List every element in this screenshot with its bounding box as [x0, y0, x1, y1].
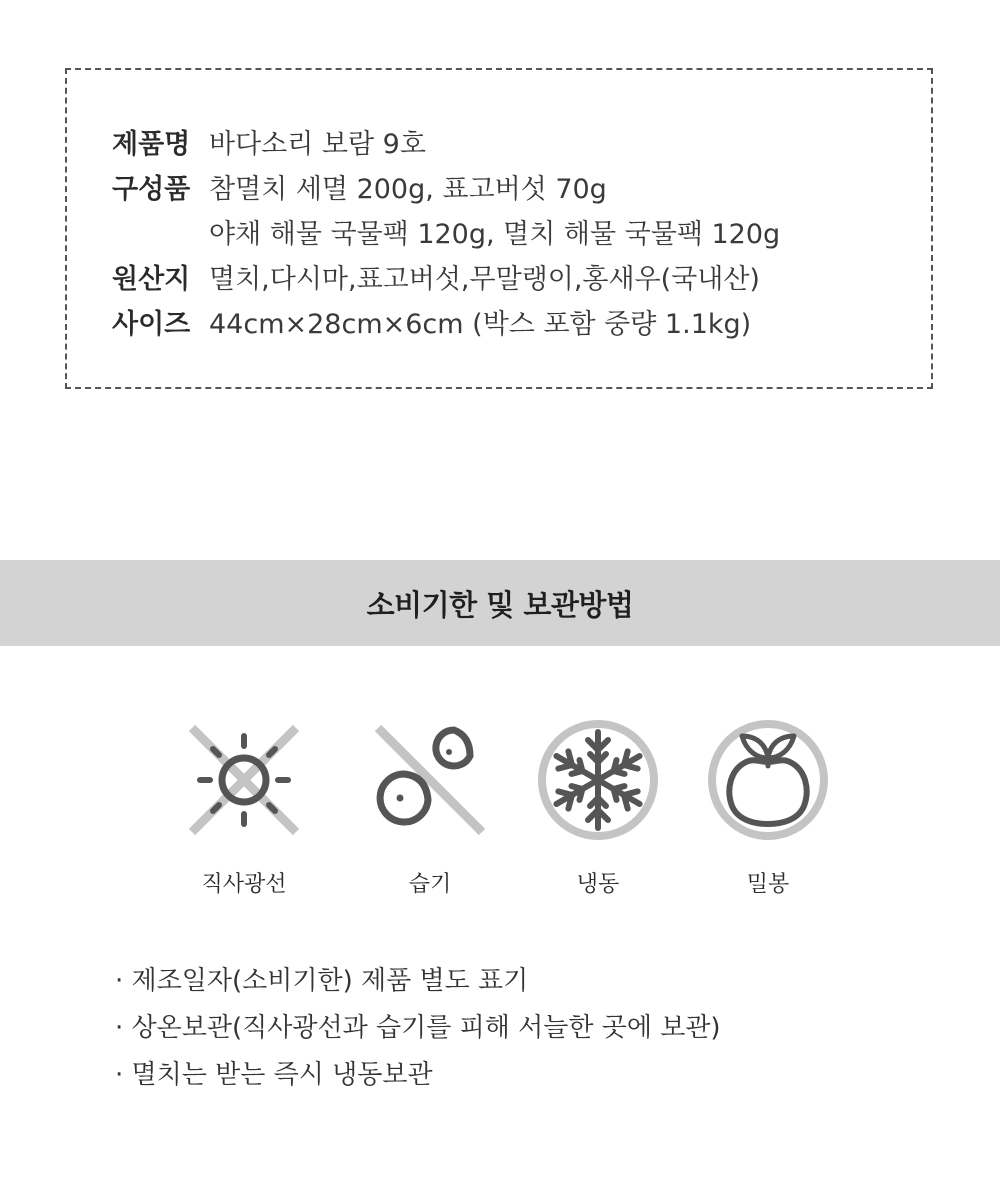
- info-value: 참멸치 세멸 200g, 표고버섯 70g: [209, 174, 607, 205]
- storage-banner: [0, 560, 1000, 646]
- icon-label-frozen: 냉동: [576, 872, 620, 897]
- info-value: 바다소리 보람 9호: [209, 129, 426, 160]
- info-row-origin: [112, 257, 780, 302]
- sun-crossed-icon: [182, 718, 306, 842]
- icon-label-sunlight: 직사광선: [201, 872, 287, 897]
- info-row-size: [112, 302, 780, 347]
- info-row-product-name: [112, 122, 780, 167]
- note-item: · 멸치는 받는 즉시 냉동보관: [115, 1060, 433, 1090]
- storage-title: 소비기한 및 보관방법: [366, 587, 634, 622]
- info-row-components: [112, 167, 780, 212]
- snowflake-icon: [536, 718, 660, 842]
- info-value: 44cm×28cm×6cm (박스 포함 중량 1.1kg): [209, 309, 752, 340]
- product-info-list: [112, 122, 780, 347]
- info-value: 야채 해물 국물팩 120g, 멸치 해물 국물팩 120g: [209, 219, 781, 250]
- water-drops-crossed-icon: [368, 718, 492, 842]
- info-label: 구성품: [112, 174, 191, 205]
- product-info-box: [65, 68, 933, 389]
- info-label: 사이즈: [112, 309, 191, 340]
- note-item: · 제조일자(소비기한) 제품 별도 표기: [115, 966, 529, 996]
- info-value: 멸치,다시마,표고버섯,무말랭이,홍새우(국내산): [209, 264, 760, 295]
- info-label: 제품명: [112, 129, 191, 160]
- info-row-components-continued: [112, 212, 780, 257]
- sealed-pouch-icon: [706, 718, 830, 842]
- info-label: 원산지: [112, 264, 191, 295]
- icon-label-humidity: 습기: [408, 872, 452, 897]
- icon-label-sealed: 밀봉: [746, 872, 790, 897]
- storage-notes: [115, 958, 721, 1099]
- note-item: · 상온보관(직사광선과 습기를 피해 서늘한 곳에 보관): [115, 1013, 721, 1043]
